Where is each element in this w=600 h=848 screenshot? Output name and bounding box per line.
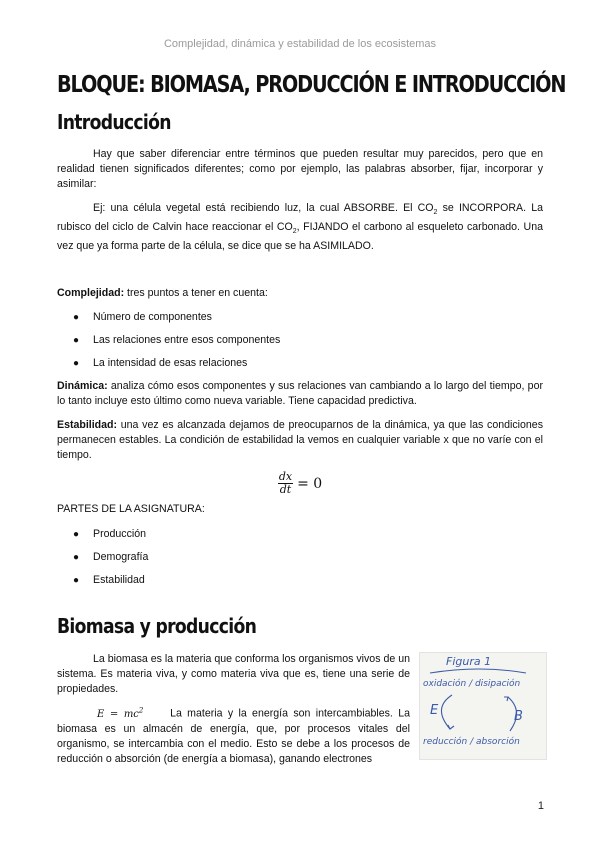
dinamica-label: Dinámica: xyxy=(57,380,108,393)
formula-rhs: = 0 xyxy=(297,475,323,492)
list-item xyxy=(57,527,543,542)
intro-heading: Introducción xyxy=(57,110,171,134)
intro-p2-part-c: , FIJANDO el carbono al esqueleto carbonado. Una vez que ya forma parte de la célula, se dice que se ha ASIMILADO. xyxy=(57,221,543,253)
emc-formula xyxy=(97,706,144,720)
estabilidad-paragraph xyxy=(57,418,543,463)
list-item-text: Producción xyxy=(93,528,146,541)
bullet-icon: ● xyxy=(73,358,80,370)
bullet-icon: ● xyxy=(73,335,80,347)
fraction-numerator: dx xyxy=(278,470,293,484)
bullet-icon: ● xyxy=(73,312,80,324)
list-item-text: Demografía xyxy=(93,551,149,564)
figure-title: Figura 1 xyxy=(446,655,492,669)
list-item xyxy=(57,356,543,371)
biomasa-heading: Biomasa y producción xyxy=(57,614,257,639)
page-number: 1 xyxy=(537,800,544,812)
list-item-text: Estabilidad xyxy=(93,574,145,587)
list-item-text: Número de componentes xyxy=(93,311,212,324)
complejidad-paragraph xyxy=(57,286,543,301)
biomasa-p2-text: La materia y la energía son intercambiables. La biomasa es un almacén de energía, que, por procesos vitales del organismo, se intercambia con el medio. Esto se debe a los procesos de reducción o absorción (de energía a biomasa), ganando electrones xyxy=(57,707,410,765)
complejidad-label: Complejidad: xyxy=(57,287,125,300)
emc-text: E = mc xyxy=(97,708,139,720)
figure-1-handwritten xyxy=(419,652,547,760)
bullet-icon: ● xyxy=(73,552,80,564)
biomasa-section xyxy=(57,652,543,766)
title-underline xyxy=(430,669,526,673)
intro-paragraph-2 xyxy=(57,201,543,254)
dinamica-paragraph xyxy=(57,379,543,409)
biomasa-paragraph-1: La biomasa es la materia que conforma los organismos vivos de un sistema. Es materia viva, y como materia viva que es, tiene una serie de propiedades. xyxy=(57,653,410,696)
fraction-denominator: dt xyxy=(279,483,292,497)
figure-letter-b: B xyxy=(514,709,523,725)
dinamica-text: analiza cómo esos componentes y sus relaciones van cambiando a lo largo del tiempo, por lo tanto incluye esto último como nueva variable. Tiene capacidad predictiva. xyxy=(57,380,543,408)
figure-top-label: oxidación / disipación xyxy=(423,679,521,690)
co2-subscript: 2 xyxy=(433,209,438,217)
biomasa-text-column xyxy=(57,652,410,766)
partes-label: PARTES DE LA ASIGNATURA: xyxy=(57,503,205,516)
document-title: BLOQUE: BIOMASA, PRODUCCIÓN E INTRODUCCIÓN xyxy=(57,70,566,98)
figure-letter-e: E xyxy=(430,703,439,719)
intro-p2-part-a: Ej: una célula vegetal está recibiendo luz, la cual ABSORBE. El CO xyxy=(93,202,434,214)
page-content xyxy=(57,70,566,767)
list-item-text: La intensidad de esas relaciones xyxy=(93,357,248,370)
list-item-text: Las relaciones entre esos componentes xyxy=(93,334,281,347)
bullet-icon: ● xyxy=(73,529,80,541)
estabilidad-label: Estabilidad: xyxy=(57,419,118,432)
intro-paragraph-1: Hay que saber diferenciar entre términos que pueden resultar muy parecidos, pero que en realidad tienen significados diferentes; como por ejemplo, las palabras absorber, fijar, incorporar y asimilar: xyxy=(57,148,543,190)
estabilidad-text: una vez es alcanzada dejamos de preocuparnos de la dinámica, ya que las condiciones permanecen estables. La condición de estabilidad la vemos en cualquier variable x que no varíe con el tiempo. xyxy=(57,419,543,462)
partes-list xyxy=(57,527,543,588)
arrowhead-icon xyxy=(504,697,508,701)
biomasa-paragraph-2 xyxy=(57,703,410,766)
complejidad-text: tres puntos a tener en cuenta: xyxy=(124,287,268,300)
figure-bottom-label: reducción / absorción xyxy=(423,737,520,748)
running-header: Complejidad, dinámica y estabilidad de los ecosistemas xyxy=(163,38,437,50)
list-item xyxy=(57,333,543,348)
bullet-icon: ● xyxy=(73,575,80,587)
list-item xyxy=(57,310,543,325)
stability-formula xyxy=(57,471,543,496)
derivative-fraction xyxy=(278,471,293,496)
emc-superscript: 2 xyxy=(138,706,144,715)
list-item xyxy=(57,573,543,588)
co2-subscript: 2 xyxy=(292,228,297,236)
intro-p2-part-b: se INCORPORA. La rubisco del ciclo de Calvin hace reaccionar el CO xyxy=(57,202,543,234)
complejidad-list xyxy=(57,310,543,371)
left-arc-arrow xyxy=(441,695,452,729)
list-item xyxy=(57,550,543,565)
